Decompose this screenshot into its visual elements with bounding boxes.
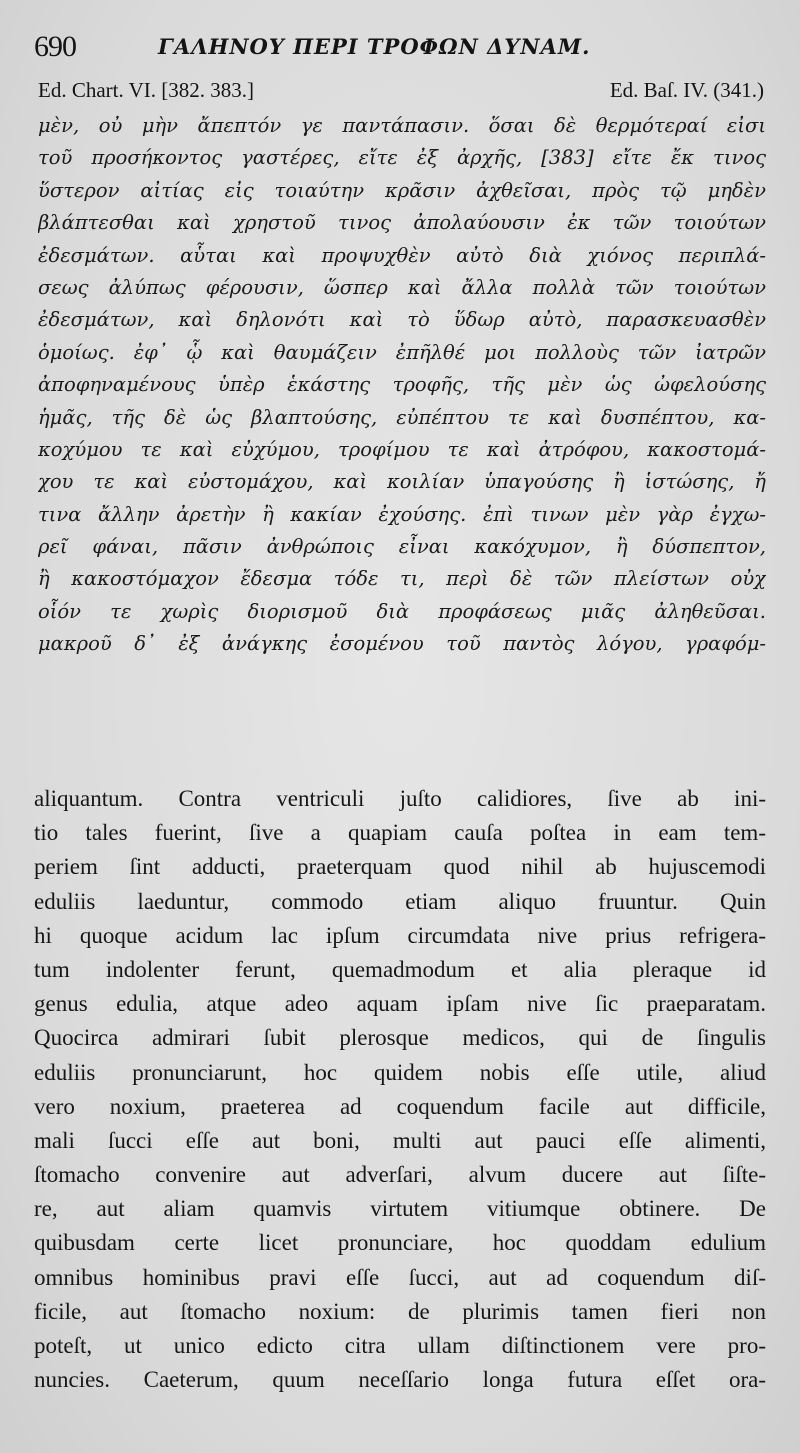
greek-line: τινα ἄλλην ἀρετὴν ἢ κακίαν ἐχούσης. ἐπὶ τινων μὲν γὰρ ἐγχω-: [38, 502, 766, 526]
greek-line: κοχύμου τε καὶ εὐχύμου, τροφίμου τε καὶ ἀτρόφου, κακοστομά-: [38, 437, 766, 461]
edition-ref-chart: Ed. Chart. VI. [382. 383.]: [38, 78, 254, 102]
greek-line: ἢ κακοστόμαχον ἔδεσμα τόδε τι, περὶ δὲ τῶν πλείστων οὐχ: [38, 567, 766, 591]
greek-line: οἷόν τε χωρὶς διορισμοῦ διὰ προφάσεως μιᾶς ἀληθεῦσαι.: [38, 599, 766, 623]
latin-text-block: [34, 782, 766, 1397]
latin-line: genus edulia, atque adeo aquam ipſam nive ſic praeparatam.: [34, 991, 766, 1017]
greek-line: ὕστερον αἰτίας εἰς τοιαύτην κρᾶσιν ἀχθεῖσαι, πρὸς τῷ μηδὲν: [38, 178, 766, 202]
latin-line: quibusdam certe licet pronunciare, hoc quoddam edulium: [34, 1230, 766, 1256]
greek-line: χου τε καὶ εὐστομάχου, καὶ κοιλίαν ὑπαγούσης ἢ ἱστώσης, ἤ: [38, 470, 766, 494]
greek-line: μὲν, οὐ μὴν ἄπεπτόν γε παντάπασιν. ὅσαι δὲ θερμότεραί εἰσι: [38, 114, 766, 137]
greek-line: ἐδεσμάτων. αὗται καὶ προψυχθὲν αὐτὸ διὰ χιόνος περιπλά-: [38, 243, 766, 267]
greek-line: μακροῦ δ᾽ ἐξ ἀνάγκης ἐσομένου τοῦ παντὸς λόγου, γραφόμ-: [38, 632, 766, 656]
latin-line: re, aut aliam quamvis virtutem vitiumque obtinere. De: [34, 1196, 766, 1222]
latin-line: mali ſucci eſſe aut boni, multi aut pauci eſſe alimenti,: [34, 1127, 766, 1153]
greek-line: ρεῖ φάναι, πᾶσιν ἀνθρώποις εἶναι κακόχυμον, ἢ δύσπεπτον,: [38, 535, 766, 559]
latin-line: periem ſint adducti, praeterquam quod nihil ab hujuscemodi: [34, 854, 766, 880]
greek-line: ἀποφηναμένους ὑπὲρ ἑκάστης τροφῆς, τῆς μὲν ὡς ὠφελούσης: [38, 373, 766, 397]
greek-line: σεως ἀλύπως φέρουσιν, ὥσπερ καὶ ἄλλα πολλὰ τῶν τοιούτων: [38, 275, 766, 299]
latin-line: ſtomacho convenire aut adverſari, alvum ducere aut ſiſte-: [34, 1162, 766, 1188]
latin-line: omnibus hominibus pravi eſſe ſucci, aut ad coquendum diſ-: [34, 1264, 766, 1290]
edition-ref-basel: Ed. Baſ. IV. (341.): [609, 78, 764, 102]
greek-line: τοῦ προσήκοντος γαστέρες, εἴτε ἐξ ἀρχῆς, [383] εἴτε ἔκ τινος: [38, 146, 766, 170]
edition-references: [38, 78, 764, 104]
latin-line: nuncies. Caeterum, quum neceſſario longa futura eſſet ora-: [34, 1367, 766, 1393]
page-number: 690: [34, 30, 76, 63]
latin-line: vero noxium, praeterea ad coquendum facile aut difficile,: [34, 1093, 766, 1119]
greek-line: βλάπτεσθαι καὶ χρηστοῦ τινος ἀπολαύουσιν ἐκ τῶν τοιούτων: [38, 211, 766, 235]
page-header: [34, 30, 774, 66]
latin-line: eduliis pronunciarunt, hoc quidem nobis eſſe utile, aliud: [34, 1059, 766, 1085]
greek-line: ἐδεσμάτων, καὶ δηλονότι καὶ τὸ ὕδωρ αὐτὸ, παρασκευασθὲν: [38, 308, 766, 332]
latin-line: hi quoque acidum lac ipſum circumdata nive prius refrigera-: [34, 922, 766, 948]
running-title: ΓΑΛΗΝΟΥ ΠΕΡΙ ΤΡΟΦΩΝ ΔΥΝΑΜ.: [158, 34, 591, 59]
latin-line: eduliis laeduntur, commodo etiam aliquo fruuntur. Quin: [34, 888, 766, 914]
latin-line: aliquantum. Contra ventriculi juſto calidiores, ſive ab ini-: [34, 786, 766, 811]
latin-line: tio tales fuerint, ſive a quapiam cauſa poſtea in eam tem-: [34, 820, 766, 846]
latin-line: tum indolenter ferunt, quemadmodum et alia pleraque id: [34, 956, 766, 982]
greek-line: ἡμᾶς, τῆς δὲ ὡς βλαπτούσης, εὐπέπτου τε καὶ δυσπέπτου, κα-: [38, 405, 766, 429]
latin-line: ficile, aut ſtomacho noxium: de plurimis tamen fieri non: [34, 1298, 766, 1324]
greek-line: ὁμοίως. ἐφ᾽ ᾧ καὶ θαυμάζειν ἐπῆλθέ μοι πολλοὺς τῶν ἰατρῶν: [38, 340, 766, 364]
latin-line: Quocirca admirari ſubit plerosque medicos, qui de ſingulis: [34, 1025, 766, 1051]
latin-line: poteſt, ut unico edicto citra ullam diſtinctionem vere pro-: [34, 1333, 766, 1358]
greek-text-block: [38, 110, 766, 661]
